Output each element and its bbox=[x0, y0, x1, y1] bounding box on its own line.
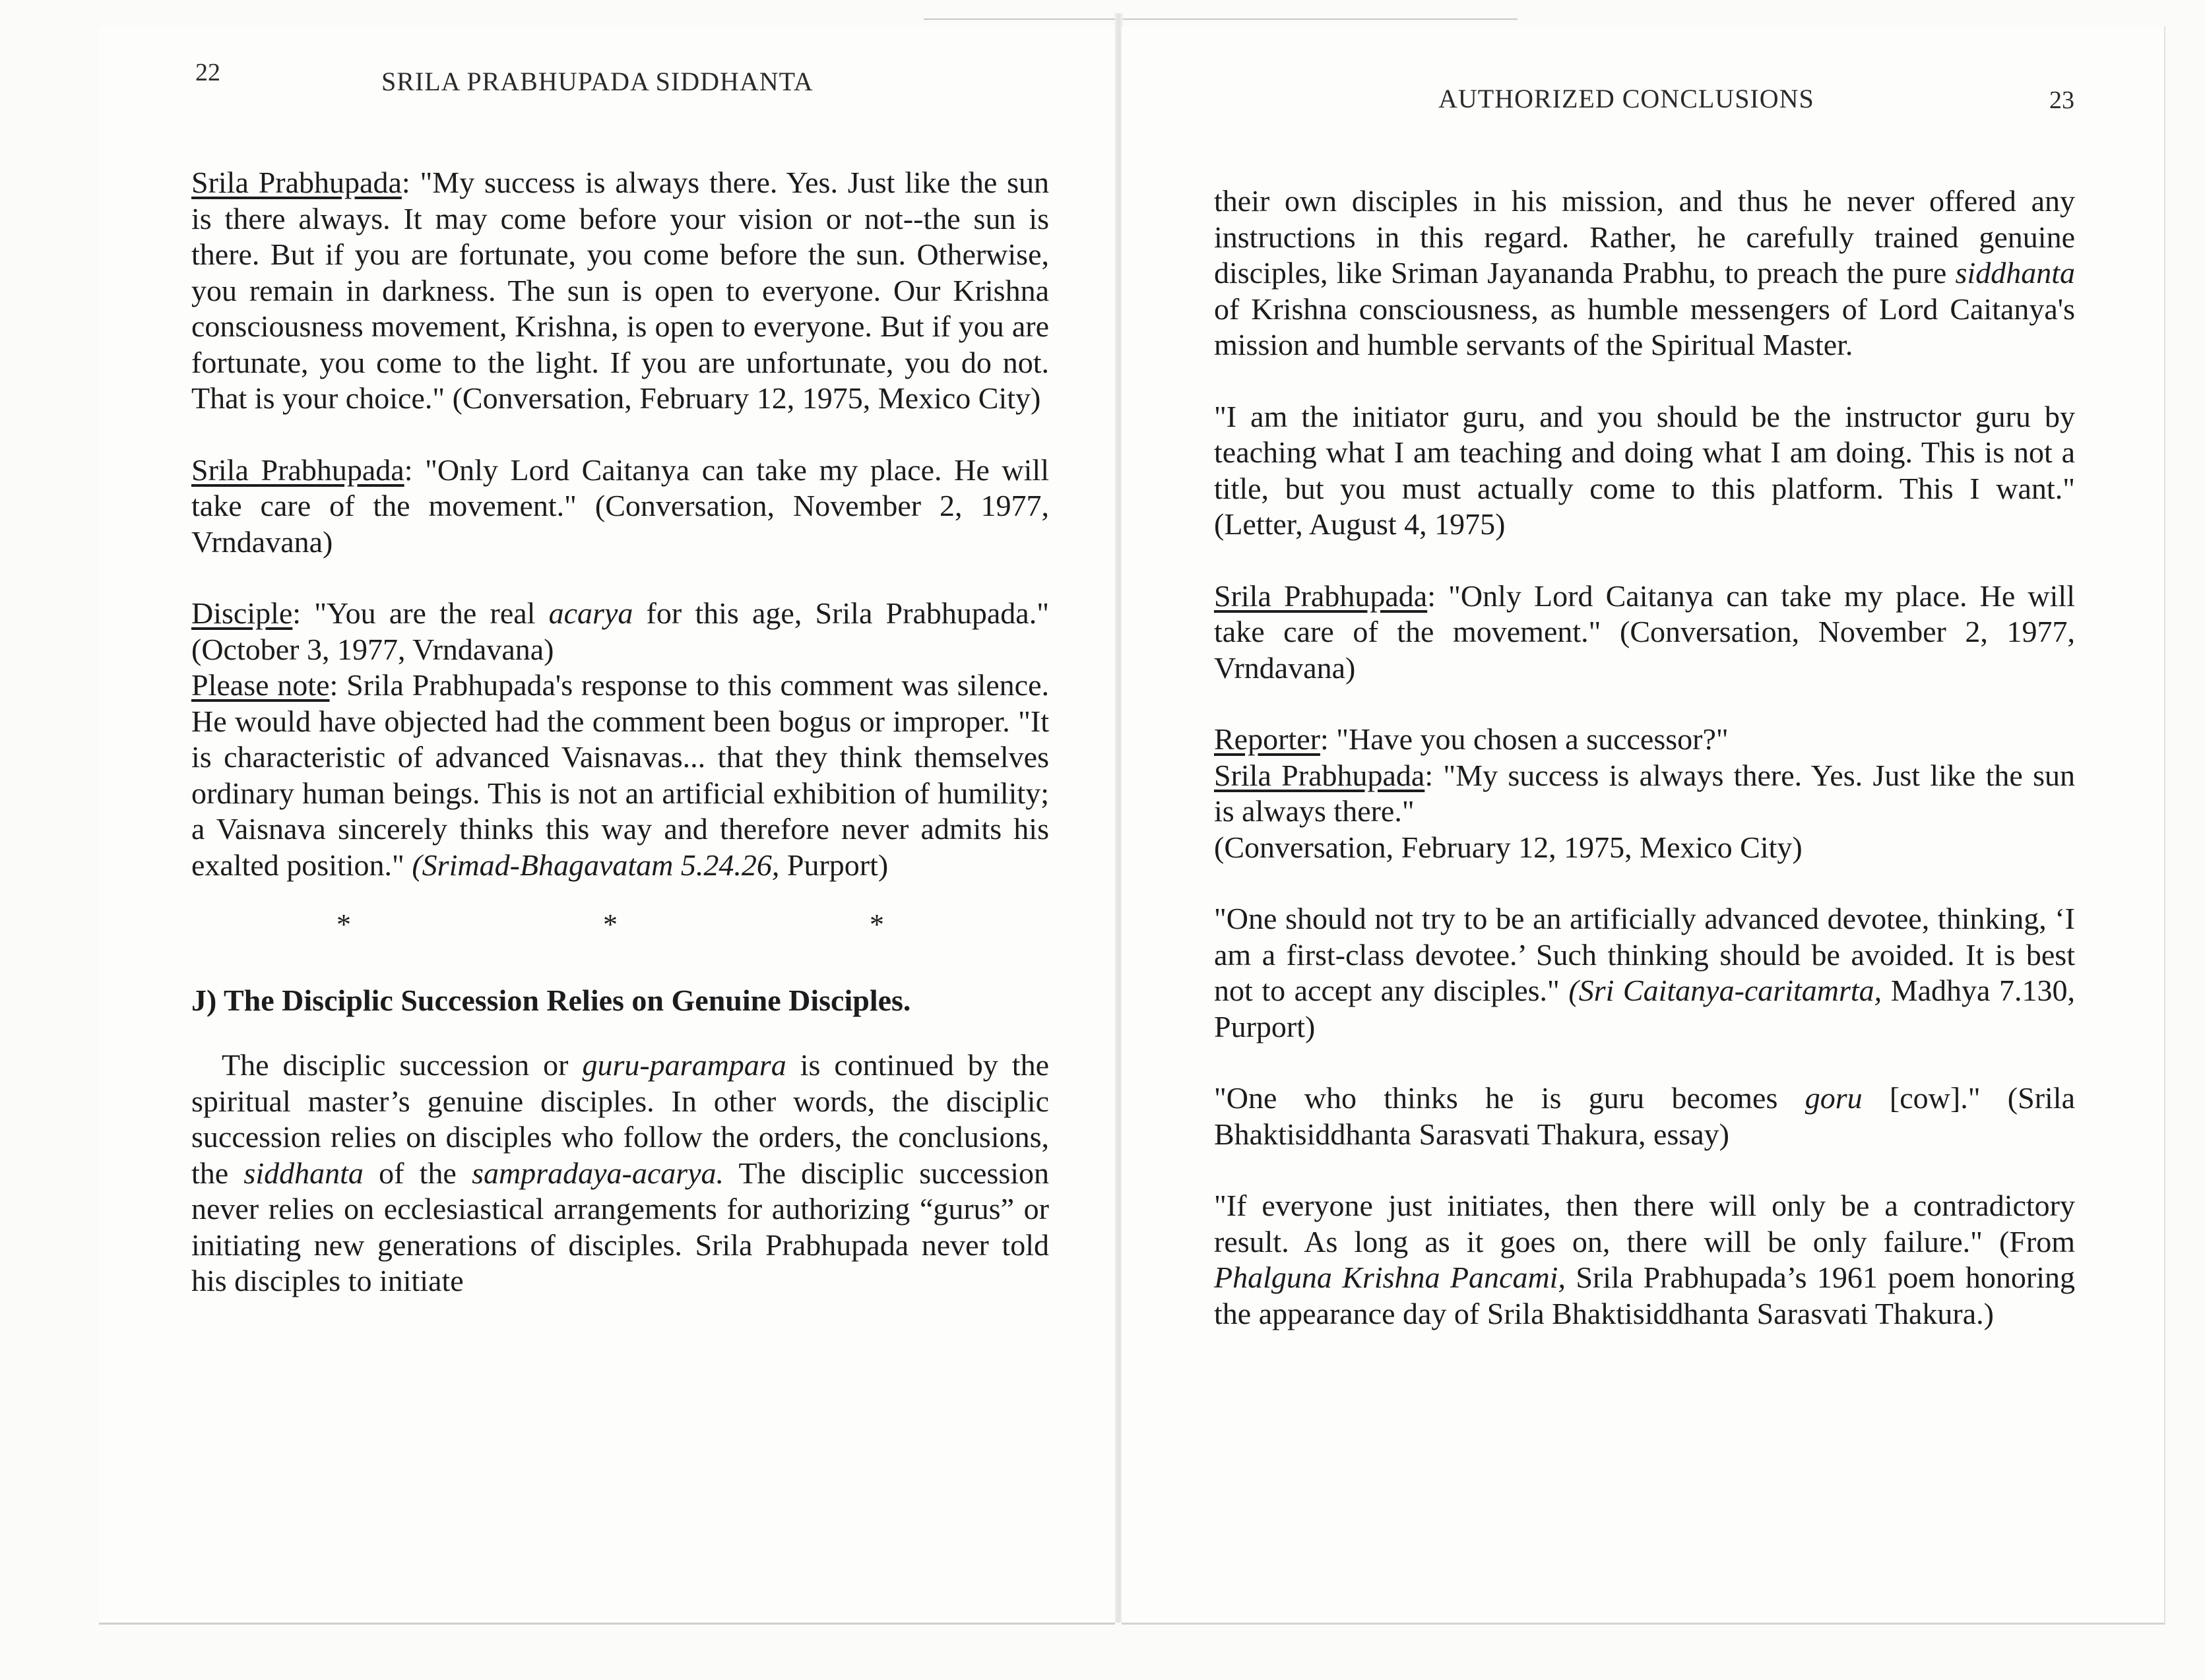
speaker-label: Srila Prabhupada bbox=[1214, 758, 1425, 792]
quote-text: : "Have you chosen a successor?" bbox=[1320, 722, 1729, 756]
body-text: The disciplic succession never relies on ecclesiastical arrangements for authorizing “gurus” or initiating new generations of disciples. Srila Prabhupada never told his disciples to initiate bbox=[191, 1156, 1049, 1297]
quote-text: : "Only Lord Caitanya can take my place. He will take care of the movement." (Conversation, November 2, 1977, Vrndavana) bbox=[191, 452, 1049, 559]
quote-paragraph bbox=[191, 165, 1049, 417]
quote-paragraph bbox=[1214, 1080, 2075, 1152]
source-citation: (Srimad-Bhagavatam 5.24.26, bbox=[412, 848, 780, 882]
divider-star: * bbox=[870, 908, 884, 941]
source-citation: Phalguna Krishna Pancami, bbox=[1214, 1260, 1566, 1294]
italic-term: siddhanta bbox=[1955, 256, 2075, 290]
italic-term: goru bbox=[1805, 1081, 1863, 1115]
quote-paragraph bbox=[191, 452, 1049, 561]
body-paragraph bbox=[191, 1047, 1049, 1299]
scan-edge-line bbox=[924, 18, 1518, 20]
running-head-right: AUTHORIZED CONCLUSIONS bbox=[1438, 84, 1814, 113]
quote-paragraph bbox=[1214, 901, 2075, 1045]
quote-text: "One should not try to be an artificially advanced devotee, thinking, ‘I am a first-class devotee.’ Such thinking should be avoided. It is best not to accept any disciples." bbox=[1214, 902, 2075, 1007]
page-number-left: 22 bbox=[195, 59, 220, 86]
note-paragraph bbox=[191, 668, 1049, 883]
quote-text: Madhya 7.130, Purport) bbox=[1214, 974, 2075, 1043]
source-citation: (Conversation, February 12, 1975, Mexico City) bbox=[1214, 830, 1803, 864]
body-text: The disciplic succession or bbox=[222, 1048, 583, 1082]
quote-text: : "Only Lord Caitanya can take my place. He will take care of the movement." (Conversation, November 2, 1977, Vrndavana) bbox=[1214, 578, 2075, 685]
italic-term: sampradaya-acarya. bbox=[472, 1156, 724, 1190]
speaker-label: Srila Prabhupada bbox=[191, 452, 404, 487]
page-number-right: 23 bbox=[2049, 86, 2074, 114]
body-text: of the bbox=[363, 1156, 472, 1190]
quote-paragraph bbox=[1214, 578, 2075, 687]
note-label: Please note bbox=[191, 668, 330, 702]
quote-text: for this age, Srila Prabhupada." (October 3, 1977, Vrndavana) bbox=[191, 596, 1049, 666]
note-text: : Srila Prabhupada's response to this comment was silence. He would have objected had the comment been bogus or improper. "It is characteristic of advanced Vaisnavas... that they think themselves ordinary human beings. This is not an artificial exhibition of humility; a Vaisnava sincerely thinks this way and therefore never admits his exalted position." bbox=[191, 668, 1050, 882]
quote-text: "One who thinks he is guru becomes bbox=[1214, 1081, 1805, 1115]
quote-paragraph bbox=[1214, 1188, 2075, 1332]
running-head-left: SRILA PRABHUPADA SIDDHANTA bbox=[381, 67, 814, 96]
italic-term: acarya bbox=[548, 596, 633, 630]
right-text-column bbox=[1214, 183, 2075, 1332]
quote-paragraph: "I am the initiator guru, and you should be the instructor guru by teaching what I am teaching and doing what I am doing. This is not a title, but you must actually come to this platform. This I want." (Letter, August 4, 1975) bbox=[1214, 399, 2075, 541]
body-paragraph bbox=[1214, 183, 2075, 363]
italic-term: siddhanta bbox=[243, 1156, 364, 1190]
quote-text: : "You are the real bbox=[292, 596, 549, 630]
source-citation: (Sri Caitanya-caritamrta, bbox=[1568, 974, 1882, 1007]
left-text-column bbox=[191, 165, 1049, 1299]
speaker-label: Reporter bbox=[1214, 722, 1320, 756]
body-text: their own disciples in his mission, and thus he never offered any instructions in this regard. Rather, he carefully trained genuine disciples, like Sriman Jayananda Prabhu, to preach the pure bbox=[1214, 184, 2075, 290]
quote-paragraph bbox=[191, 596, 1049, 668]
body-text: of Krishna consciousness, as humble messengers of Lord Caitanya's mission and humble servants of the Spiritual Master. bbox=[1214, 292, 2075, 361]
speaker-label: Srila Prabhupada bbox=[191, 166, 402, 199]
speaker-label: Srila Prabhupada bbox=[1214, 578, 1428, 613]
divider-star: * bbox=[336, 908, 351, 941]
section-divider-stars bbox=[191, 907, 1049, 943]
quote-text: Srila Prabhupada’s 1961 poem honoring the appearance day of Srila Bhaktisiddhanta Sarasvati Thakura.) bbox=[1214, 1260, 2075, 1330]
quote-text: "If everyone just initiates, then there will only be a contradictory result. As long as it goes on, there will be only failure." (From bbox=[1214, 1189, 2075, 1259]
section-heading: J) The Disciplic Succession Relies on Genuine Disciples. bbox=[191, 983, 911, 1017]
note-text: Purport) bbox=[779, 848, 889, 882]
italic-term: guru-parampara bbox=[582, 1048, 786, 1082]
quote-text: [cow]." (Srila Bhaktisiddhanta Sarasvati Thakura, essay) bbox=[1214, 1081, 2075, 1151]
quote-text: : "My success is always there. Yes. Just like the sun is always there." bbox=[1214, 758, 2076, 828]
speaker-label: Disciple bbox=[191, 596, 293, 630]
quote-text: : "My success is always there. Yes. Just like the sun is there always. It may come before your vision or not--the sun is there. But if you are fortunate, you come before the sun. Otherwise, you remain in darkness. The sun is open to everyone. Our Krishna consciousness movement, Krishna, is open to everyone. But if you are fortunate, you come to the light. If you are unfortunate, you do not. That is your choice." (Conversation, February 12, 1975, Mexico City) bbox=[191, 166, 1050, 415]
dialogue-paragraph bbox=[1214, 722, 2075, 865]
body-text: is continued by the spiritual master’s genuine disciples. In other words, the disciplic succession relies on disciples who follow the orders, the conclusions, the bbox=[191, 1048, 1049, 1190]
divider-star: * bbox=[603, 908, 618, 941]
